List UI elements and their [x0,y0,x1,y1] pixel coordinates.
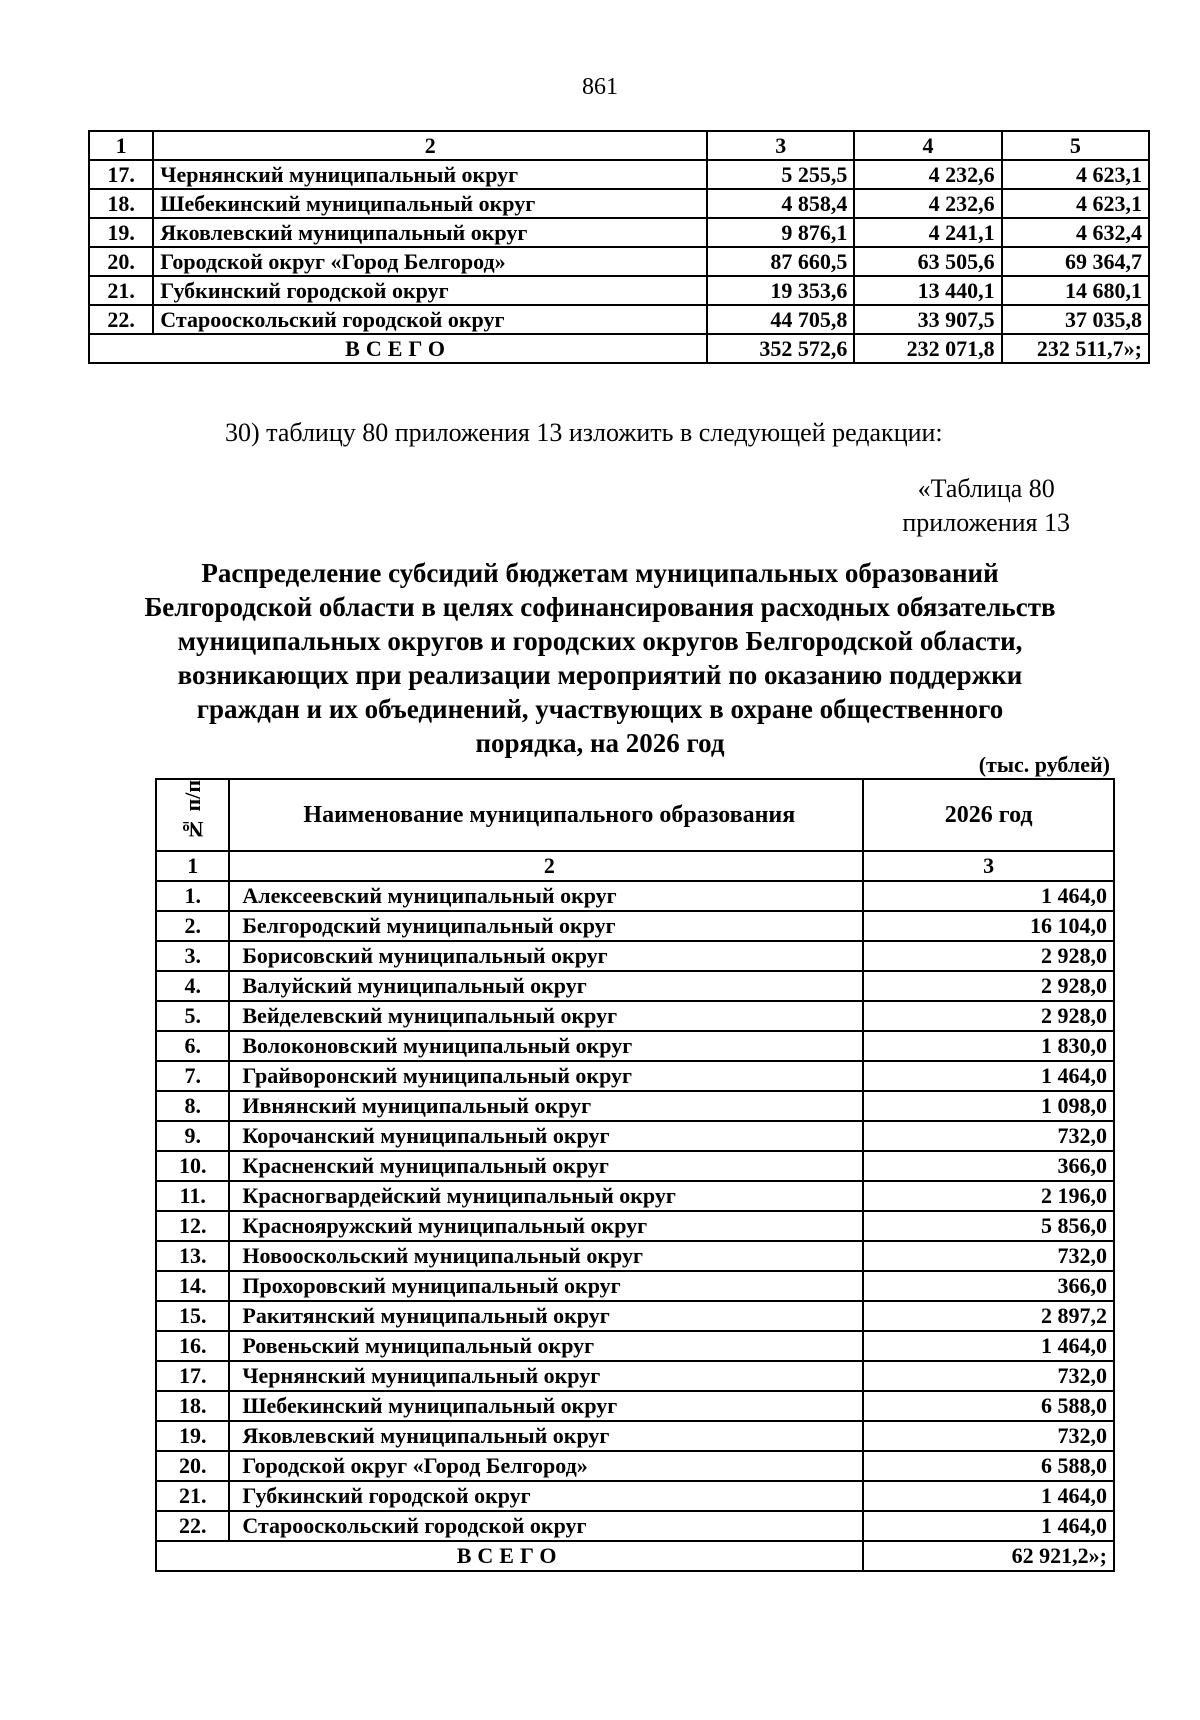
total-label: ВСЕГО [89,334,707,363]
col-number-4: 4 [854,131,1001,160]
table-row [156,1181,1114,1211]
municipality-name: Волоконовский муниципальный округ [229,1031,863,1061]
row-number: 5. [156,1001,229,1031]
row-number: 10. [156,1151,229,1181]
subsidy-value: 1 464,0 [863,881,1114,911]
row-number: 19. [156,1421,229,1451]
subsidy-value: 2 897,2 [863,1301,1114,1331]
row-number: 1. [156,881,229,911]
total-col3: 352 572,6 [707,334,854,363]
value-col3: 5 255,5 [707,160,854,189]
caption-line: «Таблица 80 [917,474,1055,503]
subsidy-value: 5 856,0 [863,1211,1114,1241]
municipality-name: Алексеевский муниципальный округ [229,881,863,911]
subsidy-value: 6 588,0 [863,1451,1114,1481]
value-col4: 63 505,6 [854,247,1001,276]
subsidy-value: 2 928,0 [863,941,1114,971]
municipality-name: Старооскольский городской округ [229,1511,863,1541]
row-number: 13. [156,1241,229,1271]
row-number: 8. [156,1091,229,1121]
table-row [156,1031,1114,1061]
heading-line: Распределение субсидий бюджетам муниципальных образований [201,558,999,588]
table-row [89,276,1149,305]
subsidy-value: 16 104,0 [863,911,1114,941]
table-row [156,971,1114,1001]
row-number: 6. [156,1031,229,1061]
subsidy-value: 1 098,0 [863,1091,1114,1121]
subsidy-value: 6 588,0 [863,1391,1114,1421]
subsidy-value: 366,0 [863,1271,1114,1301]
total-col4: 232 071,8 [854,334,1001,363]
row-number: 4. [156,971,229,1001]
subsidy-value: 1 830,0 [863,1031,1114,1061]
value-col5: 14 680,1 [1002,276,1149,305]
row-number: 21. [156,1481,229,1511]
table-row [156,1211,1114,1241]
municipality-name: Красногвардейский муниципальный округ [229,1181,863,1211]
municipality-name: Корочанский муниципальный округ [229,1121,863,1151]
value-col3: 44 705,8 [707,305,854,334]
heading-line: возникающих при реализации мероприятий по оказанию поддержки [177,660,1023,690]
municipality-name: Ровеньский муниципальный округ [229,1331,863,1361]
value-col4: 4 232,6 [854,189,1001,218]
value-col5: 4 623,1 [1002,160,1149,189]
municipality-name: Яковлевский муниципальный округ [229,1421,863,1451]
col-number-1: 1 [156,851,229,881]
municipality-name: Прохоровский муниципальный округ [229,1271,863,1301]
subsidy-value: 732,0 [863,1421,1114,1451]
table-row [156,1241,1114,1271]
units-label: (тыс. рублей) [978,752,1110,777]
subsidy-value: 366,0 [863,1151,1114,1181]
row-number: 21. [89,276,153,305]
subsidy-value: 1 464,0 [863,1331,1114,1361]
table-row [156,1151,1114,1181]
value-col4: 13 440,1 [854,276,1001,305]
subsidy-value: 1 464,0 [863,1061,1114,1091]
col-number-3: 3 [863,851,1114,881]
heading-line: муниципальных округов и городских округов Белгородской области, [177,626,1023,656]
table-row [89,247,1149,276]
table-row [156,1301,1114,1331]
municipality-name: Губкинский городской округ [153,276,707,305]
row-number: 7. [156,1061,229,1091]
row-number: 12. [156,1211,229,1241]
value-col5: 69 364,7 [1002,247,1149,276]
row-number: 17. [156,1361,229,1391]
value-col3: 19 353,6 [707,276,854,305]
continued-table-body [89,131,1149,363]
table-row [156,1421,1114,1451]
value-col4: 33 907,5 [854,305,1001,334]
municipality-name: Шебекинский муниципальный округ [153,189,707,218]
municipality-name: Городской округ «Город Белгород» [153,247,707,276]
table-row [89,189,1149,218]
municipality-name: Чернянский муниципальный округ [229,1361,863,1391]
col-number-5: 5 [1002,131,1149,160]
subsidy-table-body [156,779,1114,1571]
row-number: 14. [156,1271,229,1301]
municipality-name: Белгородский муниципальный округ [229,911,863,941]
row-number: 18. [89,189,153,218]
header-year: 2026 год [863,779,1114,851]
table-heading [0,556,1200,760]
table-row [89,160,1149,189]
heading-line: порядка, на 2026 год [475,728,725,758]
value-col3: 9 876,1 [707,218,854,247]
col-number-3: 3 [707,131,854,160]
table-row [156,1511,1114,1541]
caption-line: приложения 13 [902,508,1070,537]
value-col5: 4 623,1 [1002,189,1149,218]
municipality-name: Губкинский городской округ [229,1481,863,1511]
municipality-name: Грайворонский муниципальный округ [229,1061,863,1091]
municipality-name: Краснояружский муниципальный округ [229,1211,863,1241]
row-number: 20. [156,1451,229,1481]
col-number-1: 1 [89,131,153,160]
page-number: 861 [582,74,618,100]
table-row [156,1001,1114,1031]
table-row [89,218,1149,247]
table-caption [902,472,1070,540]
row-number: 9. [156,1121,229,1151]
instruction-text: 30) таблицу 80 приложения 13 изложить в следующей редакции: [225,418,943,447]
row-number: 22. [89,305,153,334]
continued-table [88,130,1150,364]
table-row [156,911,1114,941]
subsidy-value: 2 928,0 [863,971,1114,1001]
table-row [156,1361,1114,1391]
municipality-name: Чернянский муниципальный округ [153,160,707,189]
subsidy-value: 2 196,0 [863,1181,1114,1211]
col-number-2: 2 [153,131,707,160]
table-row [156,941,1114,971]
row-number: 18. [156,1391,229,1421]
subsidy-value: 732,0 [863,1241,1114,1271]
table-row [156,881,1114,911]
header-num: № п/п [156,779,229,851]
value-col3: 87 660,5 [707,247,854,276]
table-row [156,1481,1114,1511]
municipality-name: Яковлевский муниципальный округ [153,218,707,247]
value-col3: 4 858,4 [707,189,854,218]
municipality-name: Новооскольский муниципальный округ [229,1241,863,1271]
value-col5: 4 632,4 [1002,218,1149,247]
total-row [156,1541,1114,1571]
total-value: 62 921,2»; [863,1541,1114,1571]
row-number: 2. [156,911,229,941]
table-row [89,305,1149,334]
municipality-name: Вейделевский муниципальный округ [229,1001,863,1031]
value-col5: 37 035,8 [1002,305,1149,334]
municipality-name: Борисовский муниципальный округ [229,941,863,971]
subsidy-table [155,778,1115,1572]
column-number-row [89,131,1149,160]
total-col5: 232 511,7»; [1002,334,1149,363]
row-number: 17. [89,160,153,189]
subsidy-value: 2 928,0 [863,1001,1114,1031]
municipality-name: Шебекинский муниципальный округ [229,1391,863,1421]
heading-line: Белгородской области в целях софинансирования расходных обязательств [144,592,1056,622]
subsidy-value: 732,0 [863,1361,1114,1391]
subsidy-value: 1 464,0 [863,1481,1114,1511]
row-number: 22. [156,1511,229,1541]
row-number: 20. [89,247,153,276]
column-number-row [156,851,1114,881]
municipality-name: Ракитянский муниципальный округ [229,1301,863,1331]
table-row [156,1331,1114,1361]
value-col4: 4 241,1 [854,218,1001,247]
total-row [89,334,1149,363]
row-number: 15. [156,1301,229,1331]
subsidy-value: 1 464,0 [863,1511,1114,1541]
table-row [156,1091,1114,1121]
subsidy-value: 732,0 [863,1121,1114,1151]
municipality-name: Старооскольский городской округ [153,305,707,334]
row-number: 19. [89,218,153,247]
table-row [156,1391,1114,1421]
header-row [156,779,1114,851]
municipality-name: Красненский муниципальный округ [229,1151,863,1181]
municipality-name: Городской округ «Город Белгород» [229,1451,863,1481]
table-row [156,1271,1114,1301]
total-label: ВСЕГО [156,1541,863,1571]
municipality-name: Ивнянский муниципальный округ [229,1091,863,1121]
table-row [156,1121,1114,1151]
table-row [156,1451,1114,1481]
col-number-2: 2 [229,851,863,881]
row-number: 3. [156,941,229,971]
table-row [156,1061,1114,1091]
heading-line: граждан и их объединений, участвующих в охране общественного [196,694,1004,724]
header-name: Наименование муниципального образования [229,779,863,851]
municipality-name: Валуйский муниципальный округ [229,971,863,1001]
value-col4: 4 232,6 [854,160,1001,189]
row-number: 11. [156,1181,229,1211]
row-number: 16. [156,1331,229,1361]
